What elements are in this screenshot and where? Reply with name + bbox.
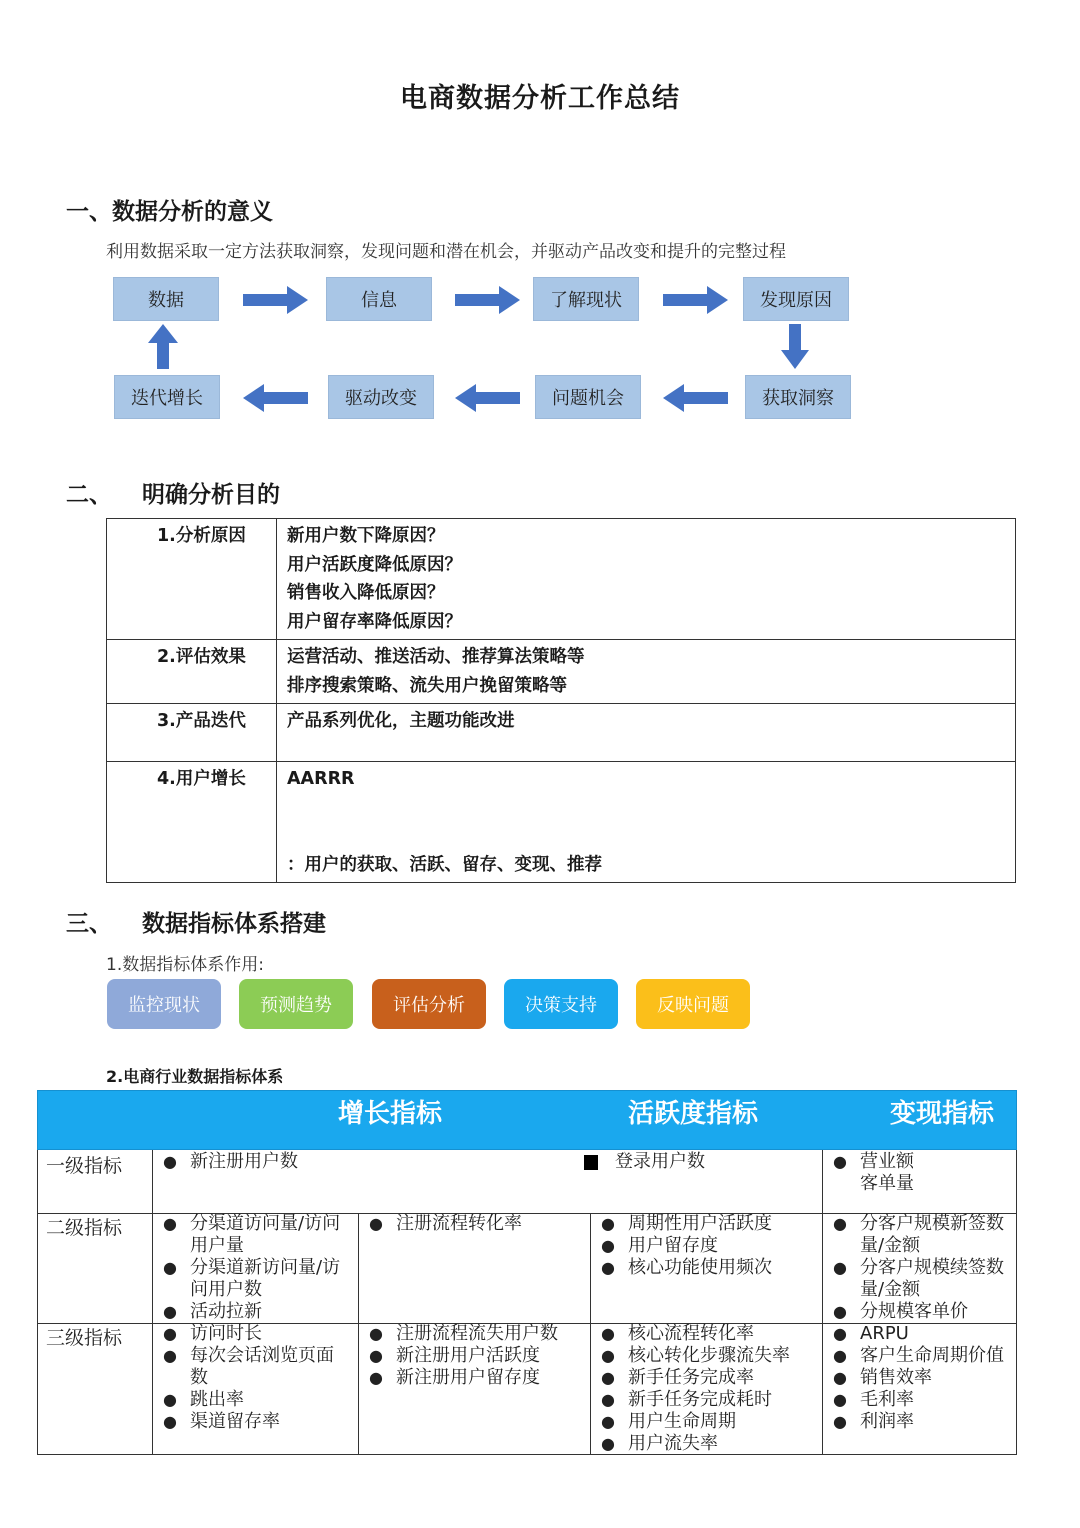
list-item: ● 销售效率	[833, 1367, 932, 1388]
list-item: ● 分渠道新访问量/访问用户数	[163, 1257, 341, 1300]
analysis-purpose-table	[106, 518, 1016, 883]
flow-box-change: 驱动改变	[328, 375, 434, 419]
section3-heading	[66, 905, 326, 938]
page-title: 电商数据分析工作总结	[400, 83, 680, 114]
flow-box-cause: 发现原因	[743, 277, 849, 321]
l3-growth-cell-b	[359, 1323, 587, 1389]
list-item: ● 每次会话浏览页面数	[163, 1345, 334, 1388]
section2-heading	[66, 476, 280, 509]
section2-number: 二、	[66, 482, 112, 508]
purpose-content	[277, 640, 1016, 704]
list-item: ● 新注册用户留存度	[369, 1367, 540, 1388]
section1-heading	[66, 193, 273, 226]
list-item: ● 分规模客单价	[833, 1301, 968, 1322]
l2-growth-cell-a	[153, 1213, 348, 1323]
arrow-left-icon	[455, 383, 521, 413]
flow-box-info: 信息	[326, 277, 432, 321]
l1-growth-cell	[153, 1151, 573, 1173]
level1-label: 一级指标	[46, 1155, 123, 1177]
list-item: ● 分渠道访问量/访问用户量	[163, 1213, 341, 1256]
l3-monetization-cell	[823, 1323, 1013, 1433]
header-activity: 活跃度指标	[628, 1099, 759, 1129]
arrow-down-icon	[780, 324, 810, 370]
l3-growth-cell-a	[153, 1323, 348, 1433]
arrow-right-icon	[663, 285, 729, 315]
purpose-line: 新用户数下降原因？	[287, 526, 445, 546]
section1-description: 利用数据采取一定方法获取洞察，发现问题和潜在机会，并驱动产品改变和提升的完整过程	[106, 242, 786, 262]
purpose-content	[277, 762, 1016, 883]
list-item: ● 核心流程转化率	[601, 1323, 754, 1344]
list-item: ● 注册流程流失用户数	[369, 1323, 558, 1344]
purpose-line: 产品系列优化，主题功能改进	[287, 711, 515, 731]
l2-monetization-cell	[823, 1213, 1013, 1323]
list-item: ● 新注册用户活跃度	[369, 1345, 540, 1366]
table-row	[107, 704, 1016, 762]
list-item: ● 核心功能使用频次	[601, 1257, 772, 1278]
list-item: ● 利润率	[833, 1411, 914, 1432]
list-item: ● 注册流程转化率	[369, 1213, 522, 1234]
purpose-label: 2.评估效果	[107, 640, 277, 704]
level2-label: 二级指标	[46, 1217, 123, 1239]
flow-box-status: 了解现状	[533, 277, 639, 321]
list-item: ● 渠道留存率	[163, 1411, 280, 1432]
list-item: ● 新手任务完成耗时	[601, 1389, 772, 1410]
role-pill-monitor: 监控现状	[107, 979, 221, 1029]
section3-number: 三、	[66, 911, 112, 937]
purpose-line: 用户留存率降低原因？	[287, 611, 462, 632]
list-item: ● ARPU	[833, 1323, 909, 1344]
purpose-line: 用户活跃度降低原因？	[287, 554, 462, 575]
section2-title: 明确分析目的	[142, 482, 280, 508]
purpose-content	[277, 704, 1016, 762]
list-item: ● 分客户规模新签数量/金额	[833, 1213, 1004, 1256]
l1-activity-cell	[584, 1151, 814, 1173]
list-item: ● 分客户规模续签数量/金额	[833, 1257, 1004, 1300]
list-item: ● 新手任务完成率	[601, 1367, 754, 1388]
list-item: ● 毛利率	[833, 1389, 914, 1410]
header-monetization: 变现指标	[890, 1099, 995, 1129]
list-item: 登录用户数	[584, 1151, 814, 1173]
section1-number: 一、	[66, 199, 112, 225]
list-item: ● 新注册用户数	[163, 1151, 298, 1172]
purpose-label: 4.用户增长	[107, 762, 277, 883]
section3-subtitle-roles: 1.数据指标体系作用:	[106, 955, 264, 975]
arrow-left-icon	[663, 383, 729, 413]
list-item: ● 访问时长	[163, 1323, 262, 1344]
purpose-line: ：用户的获取、活跃、留存、变现、推荐	[287, 854, 602, 875]
list-item: ● 用户流失率	[601, 1433, 718, 1454]
list-item: ● 核心转化步骤流失率	[601, 1345, 790, 1366]
list-item: ● 用户留存度	[601, 1235, 718, 1256]
list-item: ● 跳出率	[163, 1389, 244, 1410]
square-bullet-icon	[584, 1155, 598, 1170]
table-row	[107, 762, 1016, 883]
list-item: ● 活动拉新	[163, 1301, 262, 1322]
role-pill-evaluate: 评估分析	[372, 979, 486, 1029]
l1-monetization-cell	[823, 1151, 1013, 1195]
level3-label: 三级指标	[46, 1327, 123, 1349]
list-item: ● 营业额	[833, 1151, 914, 1172]
flow-box-insight: 获取洞察	[745, 375, 851, 419]
list-item: ● 周期性用户活跃度	[601, 1213, 772, 1234]
header-growth: 增长指标	[338, 1099, 443, 1129]
list-item: ● 客户生命周期价值	[833, 1345, 1004, 1366]
purpose-content	[277, 519, 1016, 640]
l2-growth-cell-b	[359, 1213, 587, 1235]
arrow-up-icon	[147, 324, 179, 370]
purpose-label: 3.产品迭代	[107, 704, 277, 762]
role-pill-decision: 决策支持	[504, 979, 618, 1029]
arrow-left-icon	[243, 383, 309, 413]
purpose-label: 1.分析原因	[107, 519, 277, 640]
l2-activity-cell	[591, 1213, 819, 1279]
purpose-line: AARRR	[287, 769, 355, 789]
list-item: ● 用户生命周期	[601, 1411, 736, 1432]
table-row	[107, 640, 1016, 704]
role-pill-problem: 反映问题	[636, 979, 750, 1029]
metrics-header-bar	[37, 1090, 1017, 1150]
purpose-line: 排序搜索策略、流失用户挽留策略等	[287, 675, 567, 696]
list-item: 客单量	[860, 1173, 914, 1194]
arrow-right-icon	[243, 285, 309, 315]
flow-box-opportunity: 问题机会	[535, 375, 641, 419]
flow-box-data: 数据	[113, 277, 219, 321]
table-row	[107, 519, 1016, 640]
purpose-line: 运营活动、推送活动、推荐算法策略等	[287, 647, 585, 667]
l3-activity-cell	[591, 1323, 819, 1455]
flow-box-growth: 迭代增长	[114, 375, 220, 419]
section3-subtitle-metrics: 2.电商行业数据指标体系	[106, 1067, 284, 1086]
section3-title: 数据指标体系搭建	[142, 911, 326, 937]
purpose-line: 销售收入降低原因？	[287, 583, 445, 603]
role-pill-forecast: 预测趋势	[239, 979, 353, 1029]
section1-title: 数据分析的意义	[112, 199, 273, 225]
arrow-right-icon	[455, 285, 521, 315]
